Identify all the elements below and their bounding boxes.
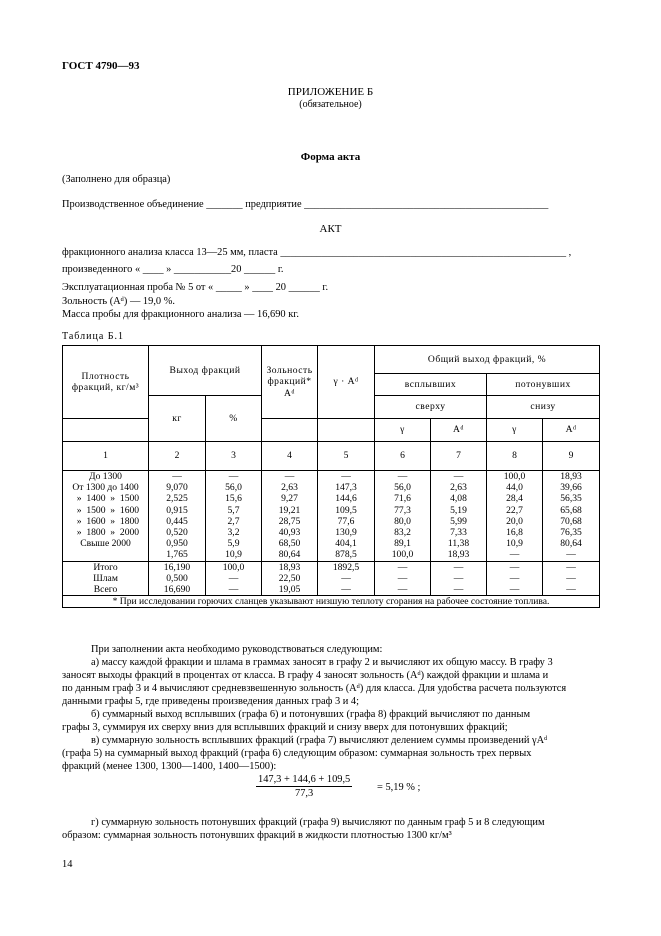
float-ad-column — [431, 471, 487, 562]
instruction-c-line: в) суммарную зольность всплывших фракций (графа 7) вычисляют делением суммы произведений γAᵈ — [91, 735, 548, 746]
table-cell: — — [228, 471, 239, 482]
table-cell: 18,93 — [560, 471, 582, 482]
table-cell: » 1800 » 2000 — [71, 526, 140, 538]
table-cell: 20,0 — [506, 515, 523, 527]
table-cell: 11,38 — [447, 538, 470, 550]
act-line: Масса пробы для фракционного анализа — 16,690 кг. — [62, 309, 299, 320]
totals-ash-column — [262, 561, 318, 596]
table-cell: Всего — [93, 583, 118, 595]
act-line: произведенного « ____ » ___________20 ______ г. — [62, 264, 284, 275]
table-cell: — — [397, 471, 408, 482]
fraction-rows — [63, 471, 600, 562]
table-cell: — — [566, 583, 576, 595]
table-cell: Итого — [93, 561, 118, 573]
table-cell: 18,93 — [278, 561, 301, 573]
formula-numerator: 147,3 + 144,6 + 109,5 — [258, 774, 351, 785]
table-cell: 10,9 — [225, 549, 242, 561]
table-cell: — — [509, 583, 520, 595]
table-cell: — — [397, 561, 408, 573]
table-cell: 0,520 — [166, 526, 188, 538]
table-cell: — — [453, 583, 464, 595]
table-cell: Шлам — [93, 572, 118, 584]
total-rows — [63, 561, 600, 596]
column-number: 6 — [375, 442, 431, 471]
table-cell: 28,4 — [506, 493, 523, 505]
table-cell: 80,64 — [560, 538, 582, 550]
instruction-b-line: б) суммарный выход всплывших (графа 6) и потонувших (графа 8) фракций вычисляют по данным — [91, 709, 531, 720]
instructions-intro: При заполнении акта необходимо руководствоваться следующим: — [91, 644, 383, 655]
table-cell: 9,070 — [166, 482, 188, 494]
instruction-a-line: по данным граф 3 и 4 вычисляют средневзвешенную зольность (Aᵈ) для класса. Для удобства расчета пользуются — [62, 683, 567, 694]
table-cell: 16,190 — [163, 561, 191, 573]
table-cell: — — [509, 549, 520, 561]
table-cell: 56,0 — [225, 482, 242, 494]
table-cell: От 1300 до 1400 — [72, 482, 139, 494]
gamma-ad-column — [318, 471, 375, 562]
header-total-yield: Общий выход фракций, % — [375, 346, 600, 374]
table-cell: 0,445 — [166, 515, 188, 527]
table-cell: 18,93 — [447, 549, 470, 561]
act-line: фракционного анализа класса 13—25 мм, пласта _______________________________________________________ , — [62, 247, 572, 258]
table-cell: 76,35 — [560, 526, 582, 538]
table-cell: 83,2 — [394, 526, 411, 538]
header-ash: Зольность фракций* Aᵈ — [262, 346, 318, 419]
table-cell: 100,0 — [391, 549, 414, 561]
appendix-title: ПРИЛОЖЕНИЕ Б — [287, 86, 374, 98]
table-cell: » 1500 » 1600 — [71, 504, 140, 516]
table-cell: 39,66 — [560, 482, 582, 494]
table-cell: 70,68 — [560, 515, 582, 527]
totals-float-ad-column — [431, 561, 487, 596]
totals-label-column — [63, 561, 149, 596]
table-cell: 2,63 — [281, 482, 298, 494]
table-cell: 71,6 — [394, 493, 411, 505]
form-title: Форма акта — [300, 151, 361, 163]
table-cell: 16,690 — [163, 583, 191, 595]
table-cell: 56,35 — [560, 493, 582, 505]
table-cell: 7,33 — [450, 526, 467, 538]
act-title: АКТ — [319, 223, 342, 235]
ash-column — [262, 471, 318, 562]
table-cell: 9,27 — [281, 493, 298, 505]
table-cell: 3,2 — [227, 526, 240, 538]
header-empty — [63, 419, 149, 442]
instruction-d-line: г) суммарную зольность потонувших фракций (графа 9) вычисляют по данным граф 5 и 8 следующим — [91, 817, 545, 828]
table-cell: — — [341, 572, 351, 584]
table-cell: 65,68 — [560, 504, 582, 516]
table-cell: » 1400 » 1500 — [71, 493, 140, 505]
table-cell: — — [284, 471, 295, 482]
table-cell: — — [228, 583, 239, 595]
header-yield: Выход фракций — [149, 346, 262, 396]
kg-column — [149, 471, 206, 562]
totals-pct-column — [206, 561, 262, 596]
table-cell: 80,64 — [278, 549, 301, 561]
table-cell: 2,7 — [227, 515, 240, 527]
table-cell: 2,63 — [450, 482, 467, 494]
table-cell: 19,05 — [278, 583, 301, 595]
table-cell: 19,21 — [278, 504, 301, 516]
pct-column — [206, 471, 262, 562]
table-cell: 2,525 — [166, 493, 188, 505]
header-ad: Aᵈ — [543, 419, 600, 442]
act-line: Эксплуатационная проба № 5 от « _____ » ____ 20 ______ г. — [62, 282, 329, 293]
table-cell: 28,75 — [278, 515, 301, 527]
table-cell: 0,950 — [166, 538, 188, 550]
header-kg: кг — [149, 396, 206, 442]
header-density: Плотность фракций, кг/м³ — [63, 346, 149, 419]
table-cell: 100,0 — [503, 471, 526, 482]
table-cell: 4,08 — [450, 493, 467, 505]
act-line: Зольность (Aᵈ) — 19,0 %. — [62, 296, 175, 307]
column-number: 8 — [487, 442, 543, 471]
table-cell: — — [453, 572, 464, 584]
header-pct: % — [206, 396, 262, 442]
header-gamma: γ — [487, 419, 543, 442]
table-cell: — — [453, 561, 464, 573]
header-floating: всплывших — [375, 374, 487, 396]
instruction-a-line: данными графы 5, где приведены произведения данных граф 3 и 4; — [62, 696, 359, 707]
table-cell: — — [341, 583, 351, 595]
table-cell: — — [172, 471, 182, 482]
table-cell: Свыше 2000 — [80, 538, 131, 550]
table-cell: 5,99 — [450, 515, 467, 527]
table-cell: 16,8 — [506, 526, 523, 538]
table-cell: 0,915 — [166, 504, 188, 516]
table-cell: — — [509, 572, 520, 584]
table-cell: 15,6 — [225, 493, 242, 505]
table-cell: 1,765 — [166, 549, 188, 561]
filled-note: (Заполнено для образца) — [62, 174, 171, 185]
table-cell: — — [397, 572, 408, 584]
column-number: 5 — [318, 442, 375, 471]
totals-sink-ad-column — [543, 561, 600, 596]
table-cell: — — [566, 549, 576, 561]
header-from-top: сверху — [375, 396, 487, 419]
table-cell: 68,50 — [278, 538, 301, 550]
instruction-a-line: а) массу каждой фракции и шлама в граммах заносят в графу 2 и вычисляют их общую массу. В графу 3 — [91, 657, 553, 668]
table-cell: До 1300 — [89, 471, 122, 482]
table-cell: 56,0 — [394, 482, 411, 494]
production-line: Производственное объединение _______ предприятие _______________________________________________ — [62, 199, 549, 210]
column-number: 7 — [431, 442, 487, 471]
table-cell: 1892,5 — [332, 561, 360, 573]
density-column — [63, 471, 149, 562]
column-number: 3 — [206, 442, 262, 471]
sink-gamma-column — [487, 471, 543, 562]
standard-number: ГОСТ 4790—93 — [62, 60, 140, 72]
table-cell: 5,7 — [227, 504, 240, 516]
formula — [256, 774, 352, 799]
table-cell: 22,50 — [278, 572, 301, 584]
formula-result: = 5,19 % ; — [377, 782, 421, 793]
table-cell: 109,5 — [335, 504, 357, 516]
float-gamma-column — [375, 471, 431, 562]
instruction-b-line: графы 3, суммируя их сверху вниз для всплывших фракций и снизу вверх для потонувших фракций; — [62, 722, 508, 733]
column-number-row — [63, 442, 600, 471]
table-cell: — — [397, 583, 408, 595]
header-gamma-ad: γ · Aᵈ — [318, 346, 375, 419]
column-number: 9 — [543, 442, 600, 471]
formula-denominator: 77,3 — [295, 788, 314, 799]
table-cell: 77,3 — [394, 504, 411, 516]
sink-ad-column — [543, 471, 600, 562]
table-cell — [65, 549, 146, 560]
table-cell: 130,9 — [335, 526, 357, 538]
table-cell: 89,1 — [394, 538, 411, 550]
table-cell: 5,19 — [450, 504, 467, 516]
totals-gamma-ad-column — [318, 561, 375, 596]
table-cell: 0,500 — [166, 572, 188, 584]
page-number: 14 — [62, 859, 73, 870]
table-cell: — — [341, 471, 351, 482]
table-cell: » 1600 » 1800 — [71, 515, 140, 527]
table-footnote: * При исследовании горючих сланцев указывают низшую теплоту сгорания на рабочее состояние топлива. — [63, 596, 600, 608]
table-cell: — — [509, 561, 520, 573]
table-cell: — — [566, 572, 576, 584]
header-empty — [262, 419, 318, 442]
header-empty — [318, 419, 375, 442]
table-cell: 147,3 — [335, 482, 357, 494]
header-ad: Aᵈ — [431, 419, 487, 442]
header-from-bottom: снизу — [487, 396, 600, 419]
table-cell: 44,0 — [506, 482, 523, 494]
header-gamma: γ — [375, 419, 431, 442]
header-sinking: потонувших — [487, 374, 600, 396]
instruction-c-line: (графа 5) на суммарный выход фракций (графа 6) следующим образом: суммарная зольность трех первых — [62, 748, 532, 759]
table-cell: — — [228, 572, 239, 584]
instruction-a-line: заносят выходы фракций в процентах от класса. В графу 4 заносят зольность (Aᵈ) каждой фракции и шлама и — [62, 670, 549, 681]
table-cell: 404,1 — [335, 538, 357, 550]
table-cell: 40,93 — [278, 526, 301, 538]
instruction-c-line: фракций (менее 1300, 1300—1400, 1400—1500): — [62, 761, 277, 772]
table-cell: — — [453, 471, 464, 482]
table-cell: 100,0 — [222, 561, 245, 573]
totals-sink-gamma-column — [487, 561, 543, 596]
table-cell: 144,6 — [335, 493, 357, 505]
totals-float-gamma-column — [375, 561, 431, 596]
table-cell: 77,6 — [337, 515, 355, 527]
instruction-d-line: образом: суммарная зольность потонувших фракций в жидкости плотностью 1300 кг/м³ — [62, 830, 452, 841]
table-cell: 5,9 — [227, 538, 240, 550]
table-cell: 878,5 — [335, 549, 357, 561]
table-cell: 22,7 — [506, 504, 523, 516]
appendix-subtitle: (обязательное) — [299, 99, 362, 110]
table-cell: — — [566, 561, 576, 573]
table-cell: 80,0 — [394, 515, 411, 527]
column-number: 4 — [262, 442, 318, 471]
fraction-table — [62, 345, 600, 608]
table-caption: Таблица Б.1 — [62, 331, 125, 342]
column-number: 2 — [149, 442, 206, 471]
totals-kg-column — [149, 561, 206, 596]
column-number: 1 — [63, 442, 149, 471]
table-cell: 10,9 — [506, 538, 523, 550]
